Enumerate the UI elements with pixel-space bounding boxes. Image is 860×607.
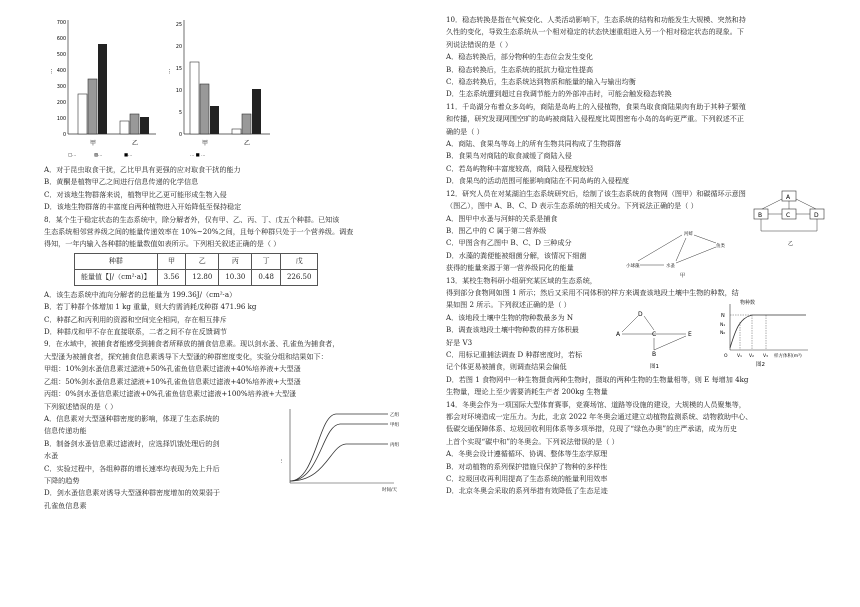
- q13-stem: 果如图 2 所示。下列叙述正确的是（ ）: [446, 300, 571, 310]
- q14-option-b: B．对动植物的系列保护措施只保护了物种的多样性: [446, 461, 608, 471]
- q7-option-c: C．对该地生物群落来说，植物甲比乙更可能形成生物入侵: [44, 189, 227, 199]
- fig2-mark: V₃: [763, 353, 768, 359]
- q13-option-c-cont: 记个体更易被捕食，则调查结果会偏低: [446, 362, 567, 372]
- fig2-caption: 图2: [756, 361, 765, 368]
- q13-option-b: B．调查该地段土壤中物种数的样方体积最: [446, 325, 579, 335]
- web-node: 河蚌: [684, 231, 693, 237]
- q8-stem: 生态系统相邻营养级之间的能量传递效率在 10%~20%之间，且每个种群只处于一个营养级。调查: [44, 227, 354, 237]
- q14-option-d: D．北京冬奥会采取的系列举措有效降低了生态足迹: [446, 486, 608, 496]
- q9-stem: 9．在水域中，被捕食者能感受到捕食者所释放的捕食信息素。现以剑水蚤、孔雀鱼为捕食者，: [44, 339, 340, 349]
- bar: [140, 117, 149, 134]
- q10-option-c: C．稳态转换后，生态系统达到物质和能量的输入与输出均衡: [446, 77, 636, 87]
- fig2-mark: N₀: [720, 330, 726, 336]
- bar: [210, 106, 219, 134]
- q9-option-b-cont: 水蚤: [44, 451, 59, 461]
- q10-stem: 10．稳态转换是指在气候变化、人类活动影响下，生态系统的结构和功能发生大规模、突然和持: [446, 15, 746, 24]
- q12-option-d-cont: 获得的能量来源于第一营养级同化的能量: [446, 263, 574, 273]
- q9-option-d-cont: 孔雀鱼信息素: [44, 500, 87, 510]
- figure-b: [166, 20, 270, 158]
- q10-stem: 久性的变化，导致生态系统从一个相对稳定的状态快速重组进入另一个相对稳定状态的现象。下: [446, 27, 744, 37]
- figure-a: [48, 20, 156, 158]
- table-cell: 226.50: [280, 269, 318, 285]
- fig-a-ytick: 700: [56, 21, 66, 26]
- fig2-mark: V₁: [737, 353, 742, 359]
- q9-options-block: [44, 413, 424, 512]
- q9-option-a: A．信息素对大型溞种群密度的影响，体现了生态系统的: [44, 413, 220, 423]
- fig-b-ylabel: …: [166, 68, 172, 74]
- web-node: 鱼类: [716, 243, 725, 249]
- growth-chart: [276, 403, 412, 497]
- fig1-node: A: [616, 330, 621, 338]
- figure-2-species-curve: [716, 298, 812, 368]
- table-header-cell: 丙: [219, 253, 252, 269]
- figure-row-q7: [44, 14, 424, 164]
- series-label: 甲组: [390, 422, 399, 428]
- q12-stem: 12．研究人员在对某湖泊生态系统研究后，绘制了该生态系统的食物网（图甲）和碳循环示意图: [446, 188, 746, 198]
- bar: [242, 114, 251, 134]
- fig-a-ytick: 300: [56, 85, 66, 90]
- q12-option-b: B．图乙中的 C 属于第二营养级: [446, 225, 547, 235]
- fig-b-group: 甲: [202, 140, 209, 147]
- bar: [252, 89, 261, 134]
- q13-option-d-cont: 生物量，理论上至少需要消耗生产者 200kg 生物量: [446, 387, 608, 397]
- table-header-cell: 戊: [280, 253, 318, 269]
- q9-option-a-cont: 信息传递功能: [44, 426, 87, 436]
- q11-option-b: B．食果鸟对商陆的取食减缓了商陆入侵: [446, 151, 572, 161]
- fig-b-ytick: 20: [175, 45, 182, 50]
- fig-b-legend: … ■ …: [190, 153, 206, 158]
- q10-option-b: B．稳态转换后，生态系统的抵抗力稳定性提高: [446, 64, 594, 74]
- q13-option-d: D．若图 1 食物网中一种生物摄食两种生物时，摄取的两种生物的生物量相等，则 E 每增加 4kg: [446, 374, 749, 384]
- food-web-diagram: [624, 221, 744, 279]
- fig2-mark: V₂: [749, 353, 754, 359]
- bar: [78, 94, 87, 134]
- web-caption: 甲: [680, 272, 686, 279]
- energy-table: [74, 253, 318, 286]
- fig-a-legend: ■…: [124, 153, 133, 158]
- table-row: [75, 269, 318, 285]
- table-cell: 能量值【J/（cm²·a)】: [75, 269, 158, 285]
- fig1-node: B: [652, 350, 657, 358]
- fig-b-ytick: 10: [175, 89, 182, 94]
- growth-chart-xlabel: 时间/天: [382, 487, 398, 493]
- bar: [200, 84, 209, 134]
- q13-option-c: C．用标记重捕法调查 D 种群密度时，若标: [446, 349, 583, 359]
- q11-stem: 和传播，研究发现网围空旷的岛屿被商陆入侵程度比周围密布小岛的岛屿更严重。下列叙述不正: [446, 114, 744, 124]
- q11-stem: 确的是（ ）: [446, 126, 484, 136]
- fig-a-ytick: 100: [56, 117, 66, 122]
- cycle-node: B: [758, 211, 763, 219]
- fig-b-group: 乙: [244, 140, 251, 147]
- table-cell: 10.30: [219, 269, 252, 285]
- right-column: [446, 14, 844, 498]
- q14-option-a: A．冬奥会设计遵循循环、协调、整体等生态学原理: [446, 449, 608, 459]
- table-header-cell: 种群: [75, 253, 158, 269]
- series-label: 丙组: [390, 442, 399, 448]
- q13-option-b-cont: 好是 V3: [446, 337, 473, 347]
- fig2-mark: N₁: [720, 322, 726, 328]
- species-curve: [730, 315, 806, 348]
- bar: [232, 129, 241, 134]
- q14-option-c: C．垃圾回收再利用提高了生态系统的能量利用效率: [446, 474, 608, 484]
- bar: [190, 62, 199, 134]
- q9-option-c-cont: 下降的趋势: [44, 475, 80, 485]
- fig-a-group: 甲: [90, 140, 97, 147]
- fig-a-ytick: 400: [56, 69, 66, 74]
- fig-a-ytick: 500: [56, 53, 66, 58]
- q11-option-a: A．商陆、食果鸟等岛上的所有生物共同构成了生物群落: [446, 139, 622, 149]
- q11-option-d: D．食果鸟的活动范围可能影响商陆在不同岛屿的入侵程度: [446, 176, 630, 186]
- q9-options: [44, 413, 272, 512]
- table-row: [75, 253, 318, 269]
- cycle-caption: 乙: [788, 240, 794, 247]
- table-cell: 3.56: [157, 269, 186, 285]
- table-header-cell: 丁: [252, 253, 281, 269]
- q14-stem: 上首个实现“碳中和”的冬奥会。下列说法错误的是（ ）: [446, 436, 619, 446]
- q9-group-b: 乙组：50%剑水蚤信息素过滤液+10%孔雀鱼信息素过滤液+40%培养液+大型溞: [44, 376, 301, 386]
- table-cell: 0.48: [252, 269, 281, 285]
- q8-option-b: B．若丁种群个体增加 1 kg 重量，则大约需消耗戊种群 471.96 kg: [44, 302, 257, 312]
- q14-stem: 都会对环境造成一定压力。为此，北京 2022 年冬奥会通过建立动植物监测系统、动物救助中心、: [446, 412, 753, 421]
- q13-stem: 得到部分食物网如图 1 所示；然后又采用不同体积的样方来调查该地段土壤中生物的种数，结: [446, 287, 739, 297]
- q7-option-d: D．该地生物群落的丰富度自两种植物进入开始降低至保持稳定: [44, 202, 242, 212]
- fig-a-legend: □…: [68, 153, 77, 158]
- fig1-caption: 图1: [650, 363, 659, 370]
- fig-a-ylabel: …: [48, 68, 54, 74]
- fig2-mark: N: [721, 312, 725, 319]
- fig2-ylabel: 物种数: [740, 299, 756, 306]
- fig1-node: D: [638, 310, 643, 318]
- carbon-cycle-diagram: [742, 187, 842, 259]
- table-header-cell: 乙: [186, 253, 219, 269]
- q11-option-c: C．若岛屿物种丰富度较高，商陆入侵程度较轻: [446, 163, 594, 173]
- growth-chart-ylabel: …: [279, 458, 284, 463]
- table-header-cell: 甲: [157, 253, 186, 269]
- series-label: 乙组: [390, 412, 399, 418]
- q9-stem: 大型溞为被捕食者，探究捕食信息素诱导下大型溞的种群密度变化，实验分组和结果如下：: [44, 351, 328, 361]
- q8-stem: 得知，一年内输入各种群的能量数值如表所示。下列相关叙述正确的是（ ）: [44, 239, 281, 249]
- left-column: [44, 14, 424, 512]
- q8-option-a: A．该生态系统中流向分解者的总能量为 199.36J/（cm²·a）: [44, 289, 237, 299]
- bar: [130, 114, 139, 134]
- q12-option-d: D．水藻的粪便能被细菌分解，该情况下细菌: [446, 250, 587, 260]
- table-cell: 12.80: [186, 269, 219, 285]
- q14-stem: 低碳交通保障体系、垃圾回收利用体系等多项举措，兑现了“绿色办奥”的庄严承诺，成为历史: [446, 424, 738, 434]
- fig-b-ytick: 25: [175, 23, 182, 28]
- web-node: 水蚤: [666, 263, 675, 269]
- figure-1-food-web: [614, 308, 696, 370]
- q9-group-c: 丙组：0%剑水蚤信息素过滤液+0%孔雀鱼信息素过滤液+100%培养液+大型溞: [44, 389, 297, 399]
- fig-a-legend: ▨…: [94, 153, 103, 158]
- q10-stem: 列说法错误的是（ ）: [446, 39, 513, 49]
- q9-option-d: D．剑水蚤信息素对诱导大型溞种群密度增加的效果弱于: [44, 488, 220, 498]
- q8-stem: 8．某个生于稳定状态的生态系统中，除分解者外，仅有甲、乙、丙、丁、戊五个种群。已知该: [44, 214, 340, 224]
- fig2-xlabel: 样方体积(m³): [774, 353, 802, 359]
- q8-option-d: D．种群戊和甲不存在直接联系，二者之间不存在反馈调节: [44, 327, 228, 337]
- fig-a-group: 乙: [132, 140, 139, 147]
- q12-stem: （图乙），图中 A、B、C、D 表示生态系统的相关成分。下列说法正确的是（ ）: [446, 201, 698, 211]
- fig-b-ytick: 15: [175, 67, 182, 72]
- cycle-node: A: [786, 193, 791, 201]
- q12-option-a: A．图甲中水蚤与河蚌的关系是捕食: [446, 213, 558, 223]
- fig1-node: E: [688, 330, 692, 338]
- q9-option-c: C．实验过程中，各组种群的增长速率均表现为先上升后: [44, 463, 220, 473]
- web-node: 小球藻: [626, 263, 640, 269]
- fig-a-ytick: 0: [62, 133, 66, 138]
- q8-option-c: C．种群乙和丙利用的资源和空间完全相同，存在相互排斥: [44, 314, 227, 324]
- q14-stem: 14．冬奥会作为一项国际大型体育赛事，竞赛场馆、道路等设施的建设，大规模的人员聚集等，: [446, 399, 746, 409]
- cycle-node: D: [814, 211, 819, 219]
- fig-a-ytick: 200: [56, 101, 66, 106]
- q9-option-b: B．制备剑水蚤信息素过滤液时，应选择饥饿处理后的剑: [44, 438, 220, 448]
- q7-option-a: A．对于昆虫取食干扰，乙比甲具有更强的应对取食干扰的能力: [44, 165, 241, 174]
- q13-stem: 13．某校生物科研小组研究某区域的生态系统，: [446, 275, 597, 285]
- bar-figures: [44, 14, 424, 164]
- fig-b-ytick: 5: [178, 111, 182, 116]
- q9-prompt: 下列叙述错误的是（ ）: [44, 401, 118, 411]
- q10-option-d: D．生态系统遭到超过自我调节能力的外部冲击时，可能会触发稳态转换: [446, 89, 672, 99]
- fig2-mark: O: [724, 353, 728, 359]
- bar: [88, 79, 97, 134]
- cycle-node: C: [786, 211, 791, 219]
- q13-option-a: A．该地段土壤中生物的物种数最多为 N: [446, 312, 574, 322]
- fig-b-ytick: 0: [178, 133, 182, 138]
- fig1-node: C: [652, 330, 657, 338]
- q10-option-a: A．稳态转换后，部分物种的生态位会发生变化: [446, 52, 593, 62]
- q12-option-c: C．甲图含有乙图中 B、C、D 三种成分: [446, 238, 572, 248]
- fig-a-ytick: 600: [56, 37, 66, 42]
- bar: [120, 121, 129, 134]
- q9-group-a: 甲组：10%剑水蚤信息素过滤液+50%孔雀鱼信息素过滤液+40%培养液+大型溞: [44, 364, 301, 374]
- bar: [98, 44, 107, 134]
- q7-option-b: B．黄酮是植物甲乙之间进行信息传递的化学信息: [44, 177, 199, 187]
- q11-stem: 11．千岛湖分布着众多岛屿，商陆是岛屿上的入侵植物，食果鸟取食商陆果肉有助于其种子繁殖: [446, 101, 746, 111]
